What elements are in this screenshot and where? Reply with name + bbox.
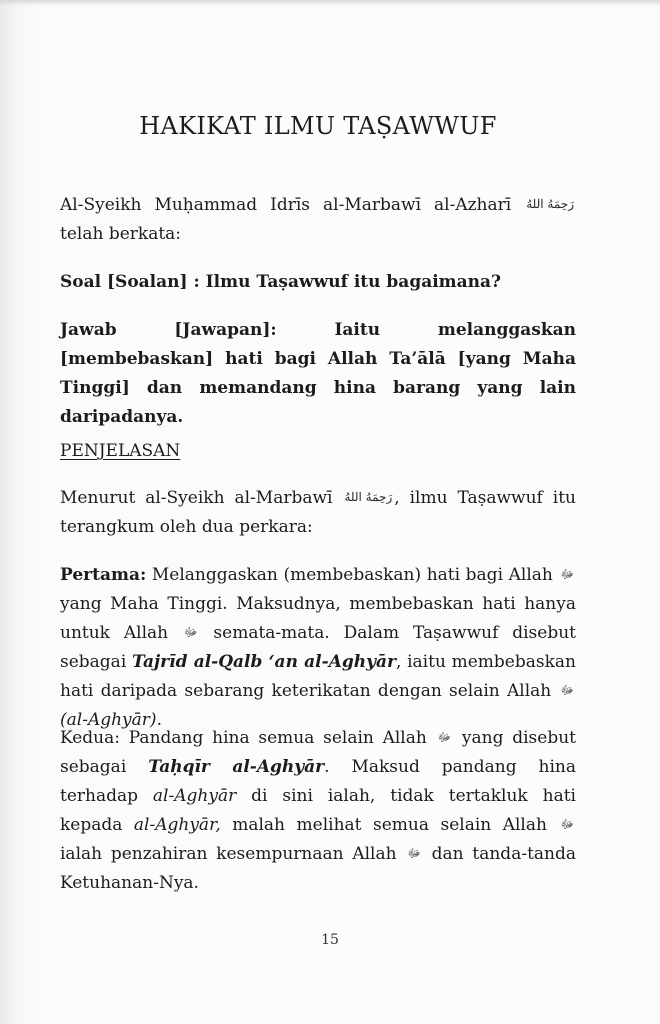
answer-paragraph	[60, 316, 576, 432]
para3-t6: ialah penzahiran kesempurnaan Allah	[60, 844, 397, 864]
term-tahqir: Taḥqīr al-Aghyār	[148, 757, 325, 777]
para2-t3: semata-mata. Dalam Taṣawwuf disebut sebagai	[60, 623, 577, 672]
section-heading-text: PENJELASAN	[60, 441, 181, 461]
honorific-glyph: ﷻ	[560, 817, 574, 831]
para2-t5: .	[156, 710, 162, 730]
honorific-glyph: ﷻ	[407, 846, 421, 860]
honorific-glyph: ﷻ	[560, 567, 574, 581]
section-heading	[60, 437, 576, 466]
term-aghyar: al-Aghyār	[152, 786, 237, 806]
para2-t2: yang Maha Tinggi. Maksudnya, membebaskan hati hanya untuk Allah	[60, 594, 576, 643]
intro-text-after: telah berkata:	[60, 224, 182, 244]
explanation-paragraph-2	[60, 561, 576, 735]
question-text: Soal [Soalan] : Ilmu Taṣawwuf itu bagaimana?	[60, 272, 502, 292]
intro-text: Al-Syeikh Muḥammad Idrīs al-Marbawī al-Azharī	[60, 195, 512, 215]
honorific-glyph: رَحِمَهُ اللهُ	[344, 490, 393, 504]
honorific-glyph: ﷻ	[437, 730, 452, 744]
para3-t7: dan tanda-tanda Ketuhanan-Nya.	[60, 844, 577, 893]
honorific-glyph: ﷻ	[560, 683, 575, 697]
para2-t4: , iaitu membebaskan hati daripada sebarang keterikatan dengan selain Allah	[60, 652, 576, 701]
explanation-paragraph-1	[60, 484, 576, 542]
para3-t4: di sini ialah, tidak tertakluk hati kepada	[60, 786, 576, 835]
term-tajrid: Tajrīd al-Qalb ‘an al-Aghyār	[131, 652, 396, 672]
para1-before: Menurut al-Syeikh al-Marbawī	[60, 488, 333, 508]
para3-t2: yang disebut sebagai	[60, 728, 576, 777]
term-aghyar: (al-Aghyār)	[60, 710, 157, 730]
honorific-glyph: رَحِمَهُ اللهُ	[526, 197, 575, 211]
para3-t5: malah melihat semua selain Allah	[220, 815, 547, 835]
para2-label: Pertama:	[60, 565, 147, 585]
honorific-glyph: ﷻ	[183, 625, 198, 639]
para1-after: , ilmu Taṣawwuf itu terangkum oleh dua perkara:	[60, 488, 576, 537]
chapter-title: HAKIKAT ILMU TAṢAWWUF	[139, 112, 497, 140]
para3-t3: . Maksud pandang hina terhadap	[60, 757, 576, 806]
page-number: 15	[321, 932, 339, 948]
term-aghyar: al-Aghyār,	[133, 815, 221, 835]
intro-paragraph	[60, 191, 576, 249]
para3-t1: Kedua: Pandang hina semua selain Allah	[60, 728, 427, 748]
answer-text: Jawab [Jawapan]: Iaitu melanggaskan [membebaskan] hati bagi Allah Ta’ālā [yang Maha Tinggi] dan memandang hina barang yang lain daripadanya.	[60, 320, 576, 427]
para2-t1: Melanggaskan (membebaskan) hati bagi Allah	[146, 565, 553, 585]
explanation-paragraph-3	[60, 724, 576, 898]
question-paragraph	[60, 268, 576, 297]
